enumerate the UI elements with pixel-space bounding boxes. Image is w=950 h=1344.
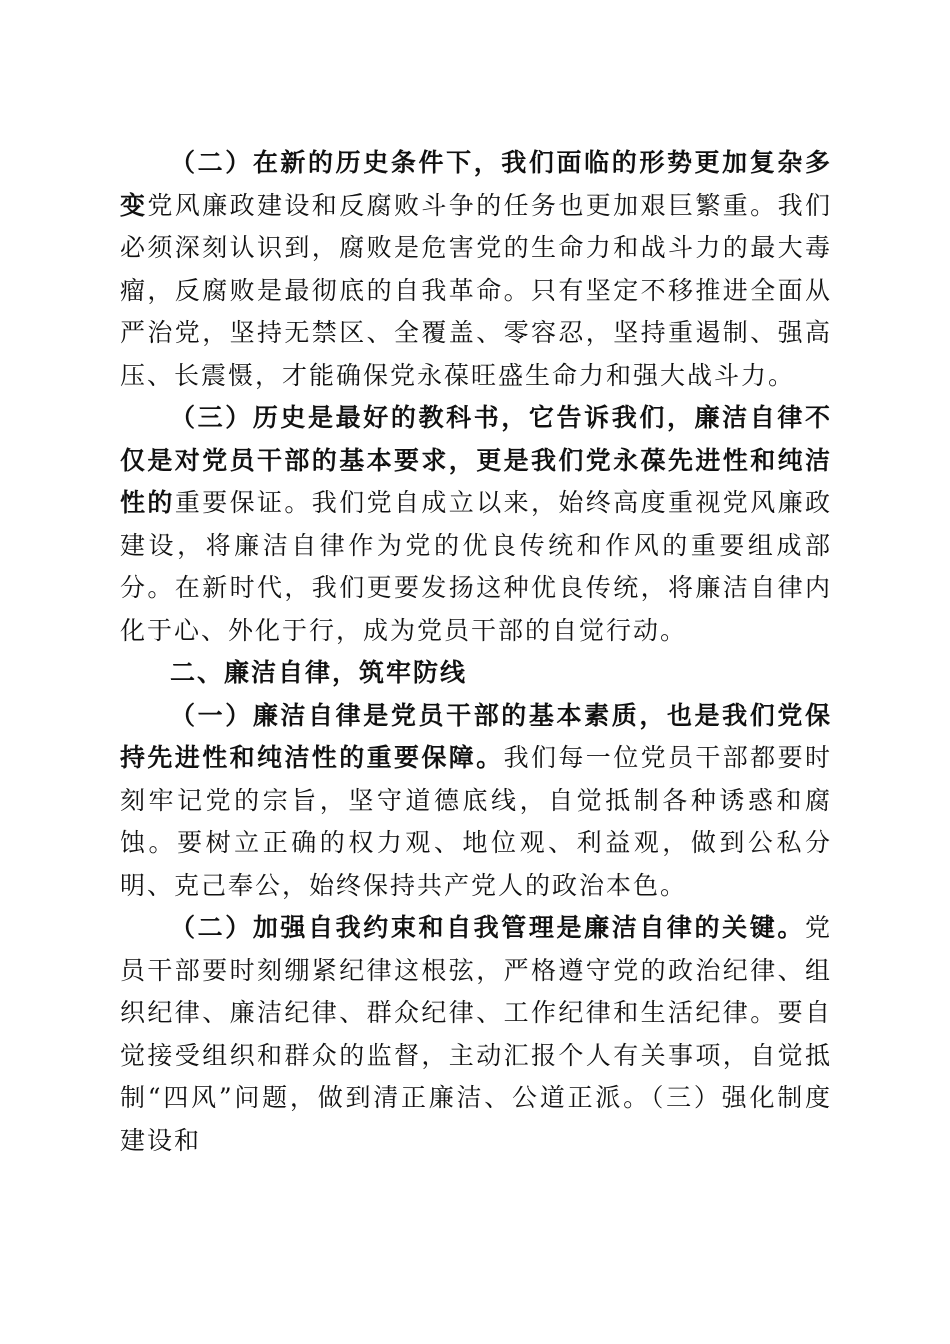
paragraph-text: 我们每一位党员干部都要时刻牢记党的宗旨，坚守道德底线，自觉抵制各种诱惑和腐蚀。要树立正确的权力观、地位观、利益观，做到公私分明、克己奉公，始终保持共产党人的政治本色。 bbox=[120, 743, 832, 900]
paragraph-3 bbox=[120, 397, 832, 652]
section-paragraph-1 bbox=[120, 695, 832, 908]
paragraph-text: 党风廉政建设和反腐败斗争的任务也更加艰巨繁重。我们必须深刻认识到，腐败是危害党的生命力和战斗力的最大毒瘤，反腐败是最彻底的自我革命。只有坚定不移推进全面从严治党，坚持无禁区、全覆盖、零容忍，坚持重遏制、强高压、长震慑，才能确保党永葆旺盛生命力和强大战斗力。 bbox=[120, 190, 832, 390]
paragraph-lead: （二）加强自我约束和自我管理是廉洁自律的关键。 bbox=[170, 913, 805, 942]
section-paragraph-2 bbox=[120, 907, 832, 1162]
paragraph-2 bbox=[120, 142, 832, 397]
paragraph-lead: （二）在新的历史条件下，我们面临的形势更加复杂多变 bbox=[120, 148, 832, 220]
paragraph-text: 党员干部要时刻绷紧纪律这根弦，严格遵守党的政治纪律、组织纪律、廉洁纪律、群众纪律、工作纪律和生活纪律。要自觉接受组织和群众的监督，主动汇报个人有关事项，自觉抵制“四风”问题，做到清正廉洁、公道正派。（三）强化制度建设和 bbox=[120, 913, 832, 1155]
section-heading: 二、廉洁自律，筑牢防线 bbox=[170, 658, 468, 687]
document-body bbox=[120, 142, 832, 1162]
paragraph-lead: （一）廉洁自律是党员干部的基本素质，也是我们党保持先进性和纯洁性的重要保障。 bbox=[120, 700, 832, 772]
paragraph-lead: （三）历史是最好的教科书，它告诉我们，廉洁自律不仅是对党员干部的基本要求，更是我们党永葆先进性和纯洁性的 bbox=[120, 403, 832, 517]
paragraph-text: 重要保证。我们党自成立以来，始终高度重视党风廉政建设，将廉洁自律作为党的优良传统和作风的重要组成部分。在新时代，我们更要发扬这种优良传统，将廉洁自律内化于心、外化于行，成为党员干部的自觉行动。 bbox=[120, 488, 832, 645]
